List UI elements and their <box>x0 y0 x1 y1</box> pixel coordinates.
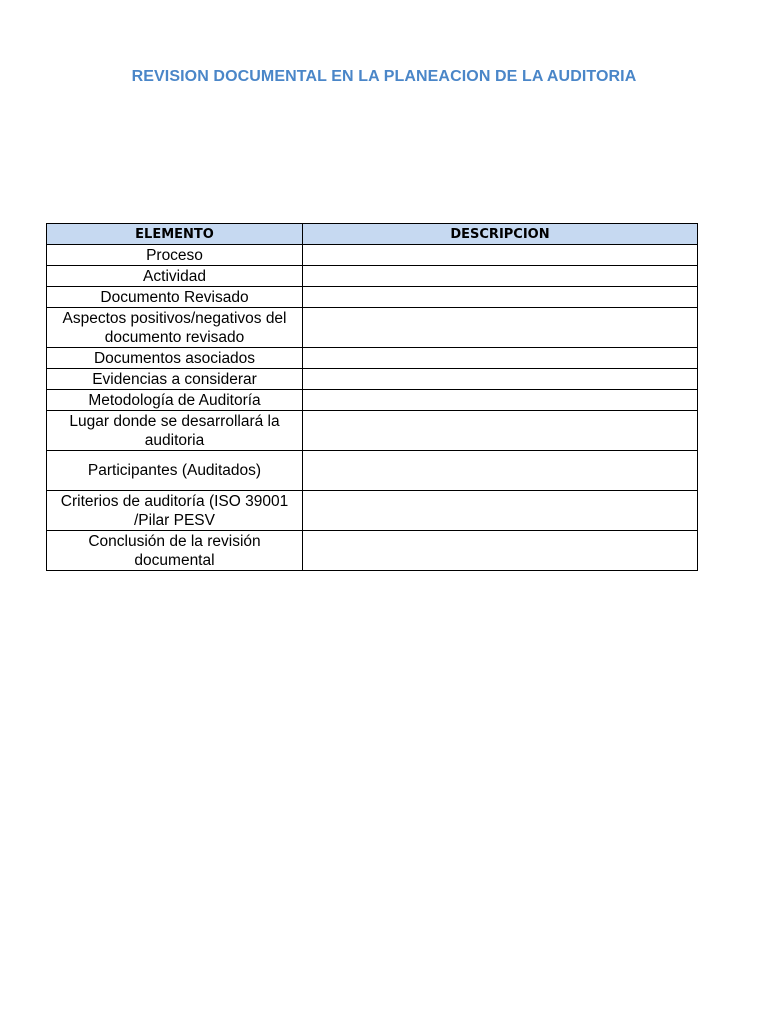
table-row <box>47 308 698 348</box>
row-elemento: Documentos asociados <box>47 348 303 369</box>
row-elemento: Metodología de Auditoría <box>47 390 303 411</box>
table-header-row <box>47 224 698 245</box>
table-row <box>47 491 698 531</box>
row-elemento: Conclusión de la revisión documental <box>47 531 303 571</box>
row-elemento: Lugar donde se desarrollará la auditoria <box>47 411 303 451</box>
row-descripcion[interactable] <box>303 411 698 451</box>
row-descripcion[interactable] <box>303 287 698 308</box>
row-descripcion[interactable] <box>303 451 698 491</box>
row-elemento: Criterios de auditoría (ISO 39001 /Pilar PESV <box>47 491 303 531</box>
row-elemento: Proceso <box>47 245 303 266</box>
row-descripcion[interactable] <box>303 245 698 266</box>
document-title: REVISION DOCUMENTAL EN LA PLANEACION DE LA AUDITORIA <box>131 68 637 85</box>
row-elemento: Documento Revisado <box>47 287 303 308</box>
table-row <box>47 369 698 390</box>
table-row <box>47 348 698 369</box>
audit-review-table <box>46 223 698 571</box>
row-elemento: Participantes (Auditados) <box>47 451 303 491</box>
table-row <box>47 411 698 451</box>
row-descripcion[interactable] <box>303 369 698 390</box>
row-elemento: Actividad <box>47 266 303 287</box>
row-descripcion[interactable] <box>303 308 698 348</box>
table-row <box>47 451 698 491</box>
table-row <box>47 531 698 571</box>
row-descripcion[interactable] <box>303 531 698 571</box>
table-row <box>47 266 698 287</box>
table-row <box>47 390 698 411</box>
table-row <box>47 245 698 266</box>
row-descripcion[interactable] <box>303 390 698 411</box>
table-row <box>47 287 698 308</box>
row-descripcion[interactable] <box>303 491 698 531</box>
row-elemento: Aspectos positivos/negativos del documento revisado <box>47 308 303 348</box>
row-descripcion[interactable] <box>303 348 698 369</box>
header-descripcion: DESCRIPCION <box>303 224 698 245</box>
row-descripcion[interactable] <box>303 266 698 287</box>
row-elemento: Evidencias a considerar <box>47 369 303 390</box>
header-elemento: ELEMENTO <box>47 224 303 245</box>
